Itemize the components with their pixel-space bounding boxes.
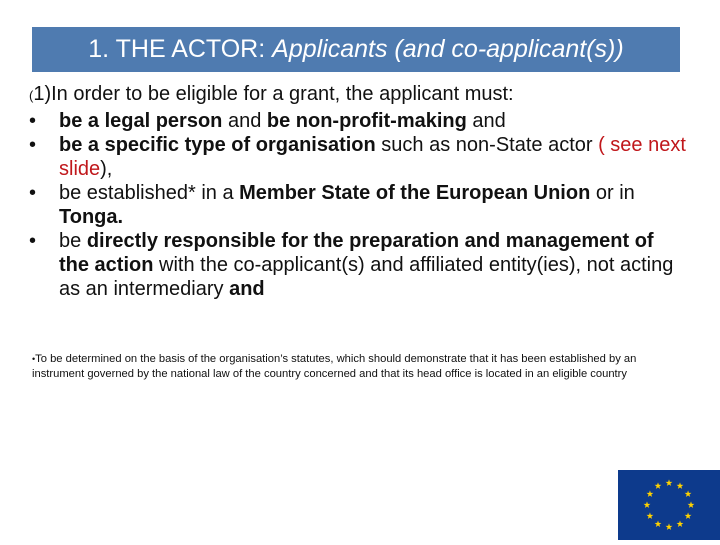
list-item	[29, 229, 689, 301]
intro-line	[29, 82, 689, 108]
list-item	[29, 109, 689, 133]
eu-flag-graphic	[618, 470, 720, 540]
bullet-3-member-state: Member State of the European Union	[239, 182, 591, 204]
footnote-text: To be determined on the basis of the organisation’s statutes, which should demonstrate that it has been established by an instrument governed by the national law of the country concerned and that its head office is located in an eligible country	[32, 353, 637, 380]
bullet-marker: •	[29, 182, 37, 204]
slide-body	[29, 82, 689, 301]
bullet-1-non-profit: be non-profit-making	[266, 110, 467, 132]
bullet-2-such-as: such as non-State actor	[375, 134, 599, 156]
eligibility-list	[29, 109, 689, 301]
bullet-4-and: and	[229, 278, 265, 300]
bullet-3-established: be established* in a	[59, 182, 240, 204]
bullet-marker: •	[29, 134, 37, 156]
bullet-marker: •	[29, 230, 37, 252]
list-item	[29, 181, 689, 229]
bullet-3-country: Tonga	[59, 206, 118, 228]
footnote	[32, 352, 682, 381]
eu-flag-icon	[618, 470, 720, 540]
bullet-3-or-in: or in	[590, 182, 635, 204]
bullet-4-co-applicants: with the co-applicant(s) and affiliated entity(ies), not acting as an intermediary	[59, 254, 674, 300]
bullet-1-legal-person: be a legal person	[59, 110, 223, 132]
intro-text: 1)In order to be eligible for a grant, the applicant must:	[33, 83, 514, 105]
list-item	[29, 133, 689, 181]
bullet-4-responsibility: directly responsible for the preparation and management of the action	[59, 230, 654, 276]
bullet-2-tail: ),	[100, 158, 113, 180]
bullet-1-tail: and	[466, 110, 506, 132]
slide-title-prefix: 1. THE ACTOR:	[88, 35, 273, 63]
slide-title-italic: Applicants (and co-applicant(s))	[272, 35, 624, 63]
bullet-3-period: .	[117, 206, 124, 228]
bullet-marker: •	[29, 110, 37, 132]
see-next-slide-link[interactable]: ( see next slide	[59, 134, 686, 180]
bullet-4-be: be	[59, 230, 87, 252]
footnote-marker: •	[32, 354, 36, 364]
bullet-1-connector: and	[222, 110, 267, 132]
bullet-2-org-type: be a specific type of organisation	[59, 134, 376, 156]
intro-paren: (	[29, 88, 34, 103]
slide-title	[32, 27, 680, 72]
